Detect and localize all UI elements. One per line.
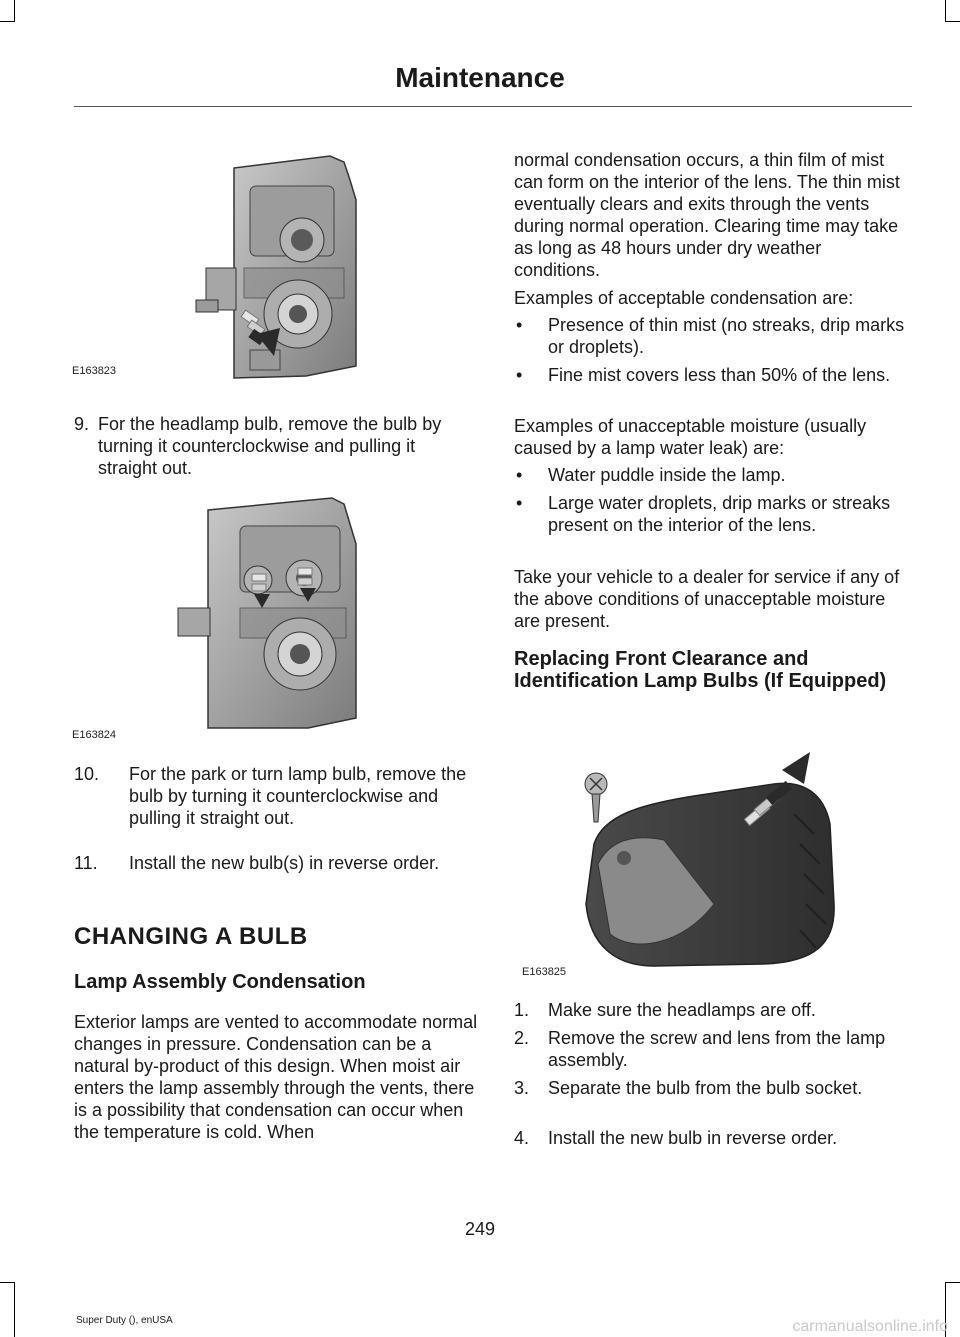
figure-code: E163823 (72, 365, 117, 377)
headlamp-assembly-illustration (74, 496, 478, 740)
crop-mark (14, 0, 15, 22)
page-number: 249 (464, 1219, 496, 1239)
step-number: 9. (74, 414, 90, 434)
page-title: Maintenance (395, 62, 565, 93)
list-item-text: Presence of thin mist (no streaks, drip marks or droplets). (548, 315, 905, 357)
list-item-text: Large water droplets, drip marks or streaks present on the interior of the lens. (548, 493, 891, 535)
step-number: 2. (514, 1028, 530, 1048)
body-paragraph: Exterior lamps are vented to accommodate normal changes in pressure. Condensation can be a natural by-product of this design. When moist air enters the lamp assembly through the vents, there is a possibility that condensation can occur when the temperature is cold. When (74, 1012, 478, 1142)
step-number: 11. (74, 853, 98, 873)
step-4 (514, 1127, 908, 1149)
subheading: Replacing Front Clearance and Identification Lamp Bulbs (If Equipped) (514, 648, 887, 692)
figure-code: E163824 (72, 729, 117, 741)
headlamp-assembly-illustration (74, 150, 478, 390)
step-text: Make sure the headlamps are off. (548, 1000, 816, 1020)
list-item (514, 492, 908, 536)
step-number: 1. (514, 1000, 530, 1020)
step-2 (514, 1027, 908, 1071)
bullet-glyph: • (516, 465, 523, 485)
step-text: For the park or turn lamp bulb, remove the bulb by turning it counterclockwise and pulling it straight out. (129, 764, 467, 828)
crop-mark (14, 1282, 15, 1337)
step-number: 10. (74, 764, 100, 784)
step-text: For the headlamp bulb, remove the bulb by turning it counterclockwise and pulling it straight out. (98, 414, 442, 478)
figure-code: E163825 (522, 966, 567, 978)
list-item-text: Water puddle inside the lamp. (548, 465, 786, 485)
body-paragraph: normal condensation occurs, a thin film of mist can form on the interior of the lens. The thin mist eventually clears and exits through the vents during normal operation. Clearing time may take as long as 48 hours under dry weather conditions. (514, 150, 900, 280)
bullet-glyph: • (516, 365, 523, 385)
step-10 (74, 763, 478, 829)
step-number: 3. (514, 1078, 530, 1098)
step-9 (74, 413, 478, 479)
list-item (514, 364, 908, 386)
step-11 (74, 852, 478, 874)
bullet-glyph: • (516, 493, 523, 513)
bullet-glyph: • (516, 315, 523, 335)
watermark: carmanualsonline.info (792, 1318, 948, 1335)
step-text: Remove the screw and lens from the lamp assembly. (548, 1028, 886, 1070)
unacceptable-intro: Examples of unacceptable moisture (usually caused by a lamp water leak) are: (514, 416, 867, 458)
acceptable-intro: Examples of acceptable condensation are: (514, 288, 854, 308)
subheading: Lamp Assembly Condensation (74, 971, 366, 993)
figure-clearance-lamp (514, 744, 908, 984)
crop-mark (945, 21, 960, 22)
step-text: Install the new bulb(s) in reverse order. (129, 853, 440, 873)
figure-headlamp-assembly-1 (74, 150, 478, 390)
crop-mark (0, 1282, 15, 1283)
dealer-note: Take your vehicle to a dealer for service if any of the above conditions of unacceptable moisture are present. (514, 567, 900, 631)
list-item-text: Fine mist covers less than 50% of the lens. (548, 365, 891, 385)
crop-mark (945, 1282, 960, 1283)
header-divider (74, 106, 912, 107)
list-item (514, 314, 908, 358)
step-number: 4. (514, 1128, 530, 1148)
crop-mark (0, 21, 15, 22)
crop-mark (945, 0, 946, 22)
list-item (514, 464, 908, 486)
screw-icon (585, 773, 607, 822)
clearance-lamp-illustration (514, 744, 908, 984)
section-heading: CHANGING A BULB (74, 923, 308, 950)
step-text: Install the new bulb in reverse order. (548, 1128, 838, 1148)
step-3 (514, 1077, 908, 1099)
figure-headlamp-assembly-2 (74, 496, 478, 740)
footer-text: Super Duty (), enUSA (76, 1315, 173, 1326)
step-1 (514, 999, 908, 1021)
step-text: Separate the bulb from the bulb socket. (548, 1078, 863, 1098)
